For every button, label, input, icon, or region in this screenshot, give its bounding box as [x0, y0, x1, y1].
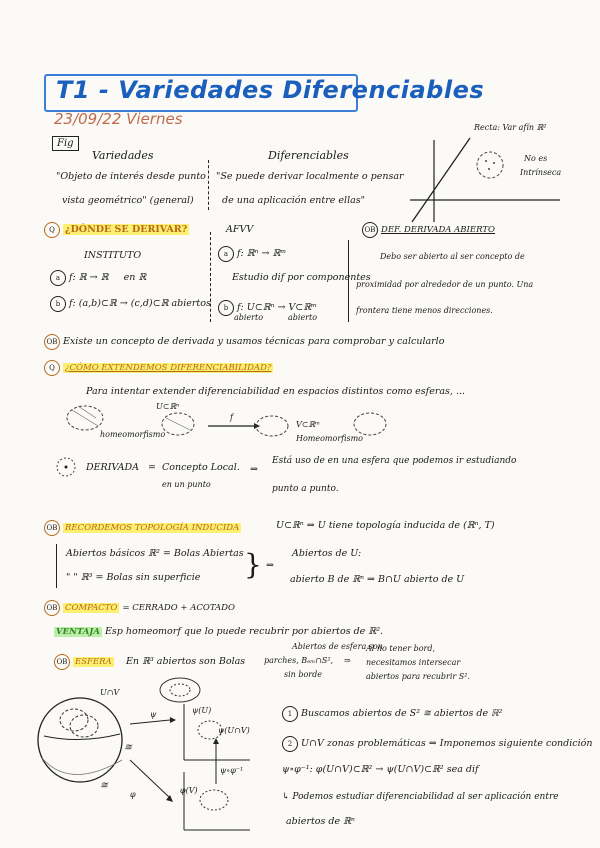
- esfera-note-r2: necesitamos intersecar: [366, 658, 461, 667]
- esfera-b4: ↳ Podemos estudiar diferenciabilidad al ser aplicación entre: [282, 792, 559, 802]
- ventaja-line: [54, 626, 383, 637]
- derivada-label: DERIVADA: [86, 462, 140, 473]
- diferenciables-line2: de una aplicación entre ellas": [222, 195, 366, 206]
- circled-marker: OB: [54, 654, 70, 670]
- esfera-line1: En ℝ³ abiertos son Bolas: [126, 656, 246, 667]
- esfera-heading: [54, 654, 114, 670]
- circled-marker: a: [50, 270, 66, 286]
- esfera-note-r3: abiertos para recubrir S².: [366, 672, 471, 681]
- esfera-note-r1: Al no tener bord,: [366, 644, 436, 653]
- psi-uv-label: ψ(U∩V): [218, 726, 250, 735]
- afvv-title: AFVV: [226, 224, 254, 235]
- circled-marker: b: [50, 296, 66, 312]
- phi-arrow-label: φ: [130, 790, 136, 799]
- circled-marker: Q: [44, 222, 60, 238]
- psi-u-label: ψ(U): [192, 706, 212, 715]
- item-f-ab-text: f: (a,b)⊂ℝ → (c,d)⊂ℝ abiertos: [69, 298, 211, 309]
- donde-derivar-heading: [44, 222, 189, 238]
- psi-arrow-label: ψ: [150, 710, 157, 719]
- fig-label: Fig: [52, 136, 79, 151]
- item-f-r-r: [50, 270, 146, 286]
- congruent-2: ≅: [100, 780, 108, 791]
- def-abierto-heading: [362, 222, 495, 238]
- item-en-r: en ℝ: [123, 272, 147, 283]
- diferenciables-heading: Diferenciables: [268, 149, 349, 162]
- congruent-1: ≅: [124, 742, 132, 753]
- u-label: U⊂ℝⁿ: [156, 402, 180, 411]
- variedades-line2: vista geométrico" (general): [62, 195, 194, 206]
- compacto-heading: COMPACTO: [65, 603, 118, 613]
- concepto-derivada-text: Existe un concepto de derivada y usamos técnicas para comprobar y calcularlo: [63, 336, 445, 347]
- abierto-left: abierto: [234, 313, 264, 322]
- def-abierto-line3: frontera tiene menos direcciones.: [356, 306, 493, 315]
- variedades-line1: "Objeto de interés desde punto: [56, 171, 206, 182]
- ventaja-text: Esp homeomorf que lo puede recubrir por abiertos de ℝ².: [104, 626, 384, 637]
- esfera-b2: [282, 736, 592, 752]
- circled-marker: b: [218, 300, 234, 316]
- circled-marker: OB: [362, 222, 378, 238]
- extender-note2: punto a punto.: [272, 484, 339, 494]
- concepto-local: Concepto Local.: [162, 462, 240, 473]
- point-circle-icon: [54, 456, 80, 478]
- circled-marker: OB: [44, 600, 60, 616]
- def-abierto-text: DEF. DERIVADA ABIERTO: [381, 225, 495, 235]
- sphere-u-v-label: U∩V: [100, 688, 120, 697]
- esfera-b5: abiertos de ℝⁿ: [286, 816, 355, 827]
- extender-line1: Para intentar extender diferenciabilidad en espacios distintos como esferas, ...: [86, 386, 465, 397]
- abiertos-u2: abierto B de ℝⁿ ⇒ B∩U abierto de U: [290, 574, 465, 585]
- no-es-label: No es: [524, 154, 548, 163]
- donde-derivar-text: ¿DÓNDE SE DERIVAR?: [65, 224, 188, 235]
- topologia-arrow: ⇒: [266, 560, 274, 571]
- componentes-note: Estudio dif por componentes: [232, 272, 371, 283]
- f-arrow-label: f: [230, 413, 233, 422]
- circled-marker: 1: [282, 706, 298, 722]
- como-extender-text: ¿CÓMO EXTENDEMOS DIFERENCIABILIDAD?: [65, 363, 272, 373]
- def-abierto-line2: proximidad por alrededor de un punto. Una: [356, 280, 534, 289]
- ventaja-label: VENTAJA: [56, 627, 100, 637]
- item-f-ab: [50, 296, 211, 312]
- diferenciables-line1: "Se puede derivar localmente o pensar: [216, 171, 404, 182]
- recta-label: Recta: Var afín ℝ²: [474, 123, 547, 132]
- topologia-bar: [56, 544, 57, 588]
- abierto-right: abierto: [288, 313, 318, 322]
- intro-divider: [208, 160, 209, 210]
- arrow-symbol: ⇒: [250, 464, 258, 475]
- esfera-note-mid: parches, Bₑₘ∩S²,: [264, 656, 334, 665]
- homeo1-label: homeomorfismo: [100, 430, 166, 439]
- compacto-line: [44, 600, 235, 616]
- item-f-r-r-text: f: ℝ → ℝ: [69, 272, 109, 283]
- donde-divider: [210, 232, 211, 322]
- topologia-heading: [44, 520, 241, 536]
- esfera-b3: ψ∘φ⁻¹: φ(U∩V)⊂ℝ² → ψ(U∩V)⊂ℝ² sea dif: [282, 764, 479, 775]
- esfera-b1-text: Buscamos abiertos de S² ≅ abiertos de ℝ²: [301, 708, 503, 719]
- date-label: 23/09/22 Viernes: [54, 110, 183, 128]
- topologia-base1: Abiertos básicos ℝ² = Bolas Abiertas: [66, 548, 244, 559]
- topologia-text: RECORDEMOS TOPOLOGÍA INDUCIDA: [65, 523, 240, 533]
- circled-marker: a: [218, 246, 234, 262]
- circled-marker: OB: [44, 334, 60, 350]
- affine-line-sketch: [400, 130, 580, 230]
- variedades-heading: Variedades: [92, 149, 154, 162]
- def-abierto-bar: [348, 240, 349, 322]
- sphere-charts-sketch: [30, 680, 270, 840]
- topologia-right-head: U⊂ℝⁿ ⇒ U tiene topología inducida de (ℝⁿ, T): [276, 520, 495, 531]
- circled-marker: 2: [282, 736, 298, 752]
- psi-phi-inv-label: ψ∘φ⁻¹: [220, 766, 244, 775]
- esfera-note-top: Abiertos de esfera son: [292, 642, 383, 651]
- item-f-rn-rm-text: f: ℝⁿ → ℝᵐ: [237, 248, 287, 259]
- esfera-note-bot: sin borde: [284, 670, 322, 679]
- esfera-b1: [282, 706, 502, 722]
- instituto-title: INSTITUTO: [84, 250, 142, 261]
- page-title: T1 - Variedades Diferenciables: [56, 76, 485, 104]
- homeo2-label: Homeomorfismo: [296, 434, 363, 443]
- compacto-text: = CERRADO + ACOTADO: [122, 603, 235, 613]
- abiertos-u: Abiertos de U:: [292, 548, 362, 559]
- circled-marker: OB: [44, 520, 60, 536]
- topologia-brace: }: [244, 548, 262, 581]
- como-extender-heading: [44, 360, 273, 376]
- en-punto: en un punto: [162, 480, 211, 489]
- concepto-derivada: [44, 334, 444, 350]
- esfera-arrow: ⇒: [344, 656, 351, 665]
- def-abierto-line1: Debo ser abierto al ser concepto de: [380, 252, 525, 261]
- item-f-uv-text: f: U⊂ℝⁿ → V⊂ℝᵐ: [237, 302, 317, 313]
- intrinseca-label: Intrínseca: [520, 168, 562, 177]
- v-label: V⊂ℝᵐ: [296, 420, 321, 429]
- extender-note1: Está uso de en una esfera que podemos ir estudiando: [272, 456, 517, 466]
- esfera-text: ESFERA: [75, 657, 112, 667]
- topologia-base2: " " ℝ³ = Bolas sin superficie: [66, 572, 201, 583]
- esfera-b2-text: U∩V zonas problemáticas ⇒ Imponemos siguiente condición: [301, 738, 593, 749]
- phi-v-label: φ(V): [180, 786, 198, 795]
- derivada-eq: =: [148, 462, 156, 473]
- item-f-rn-rm: [218, 246, 286, 262]
- circled-marker: Q: [44, 360, 60, 376]
